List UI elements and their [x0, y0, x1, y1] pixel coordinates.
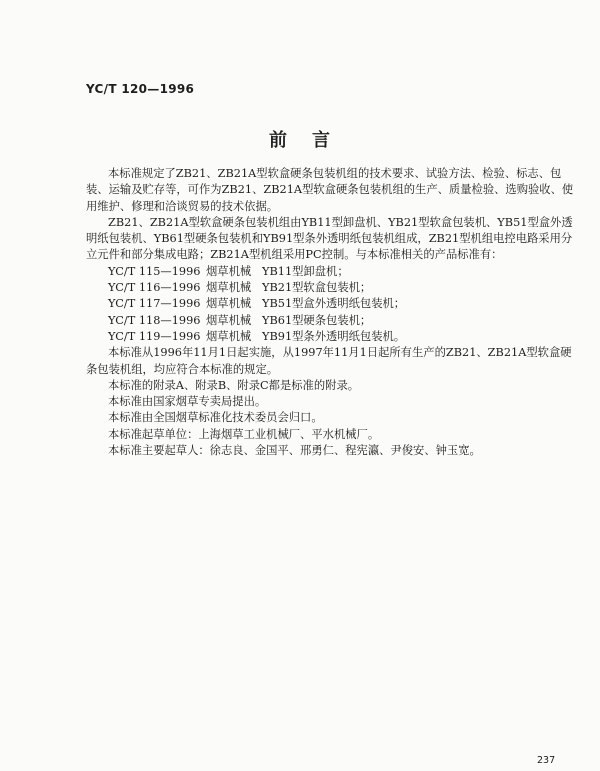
standard-code: YC/T 118—1996 — [108, 313, 201, 327]
standard-category: 烟草机械 — [206, 329, 252, 343]
standard-category: 烟草机械 — [206, 313, 252, 327]
standard-code-header: YC/T 120—1996 — [86, 82, 195, 96]
standard-code: YC/T 119—1996 — [108, 329, 201, 343]
title-char-2: 言 — [312, 130, 331, 151]
standard-category: 烟草机械 — [206, 297, 252, 311]
standard-code: YC/T 116—1996 — [108, 281, 201, 295]
paragraph-effective-date: 本标准从1996年11月1日起实施，从1997年11月1日起所有生产的ZB21、ZB21A型软盒硬条包装机组，均应符合本标准的规定。 — [86, 346, 572, 376]
list-item — [86, 296, 574, 312]
paragraph-composition: ZB21、ZB21A型软盒硬条包装机组由YB11型卸盘机、YB21型软盒包装机、YB51型盒外透明纸包装机、YB61型硬条包装机和YB91型条外透明纸包装机组成，ZB21型机组电控电路采用分立元件和部分集成电路；ZB21A型机组采用PC控制。与本标准相关的产品标准有： — [86, 215, 573, 262]
list-item — [86, 264, 574, 280]
standard-category: 烟草机械 — [206, 264, 252, 278]
paragraph-centralized: 本标准由全国烟草标准化技术委员会归口。 — [108, 411, 323, 425]
standard-code: YC/T 115—1996 — [108, 264, 201, 278]
page-number: 237 — [537, 755, 556, 766]
foreword-body — [86, 166, 574, 459]
paragraph-drafters: 本标准主要起草人：徐志良、金国平、邢勇仁、程宪瀛、尹俊安、钟玉宽。 — [108, 444, 481, 458]
list-item — [86, 329, 574, 345]
list-item — [86, 280, 574, 296]
title-char-1: 前 — [269, 130, 288, 151]
page-title — [0, 126, 600, 152]
standard-category: 烟草机械 — [206, 281, 252, 295]
standard-desc: YB51型盒外透明纸包装机； — [262, 297, 406, 311]
paragraph-appendices: 本标准的附录A、附录B、附录C都是标准的附录。 — [108, 378, 360, 392]
paragraph-drafting-units: 本标准起草单位：上海烟草工业机械厂、平水机械厂。 — [108, 427, 380, 441]
list-item — [86, 313, 574, 329]
standard-desc: YB61型硬条包装机； — [262, 313, 372, 327]
standard-desc: YB91型条外透明纸包装机。 — [262, 329, 406, 343]
standard-desc: YB11型卸盘机； — [262, 264, 349, 278]
related-standards-list — [86, 264, 574, 345]
standard-desc: YB21型软盒包装机； — [262, 281, 372, 295]
paragraph-proposer: 本标准由国家烟草专卖局提出。 — [108, 395, 267, 409]
paragraph-scope: 本标准规定了ZB21、ZB21A型软盒硬条包装机组的技术要求、试验方法、检验、标志、包装、运输及贮存等，可作为ZB21、ZB21A型软盒硬条包装机组的生产、质量检验、选购验收、使用维护、修理和洽谈贸易的技术依据。 — [86, 167, 574, 213]
standard-code: YC/T 117—1996 — [108, 297, 201, 311]
